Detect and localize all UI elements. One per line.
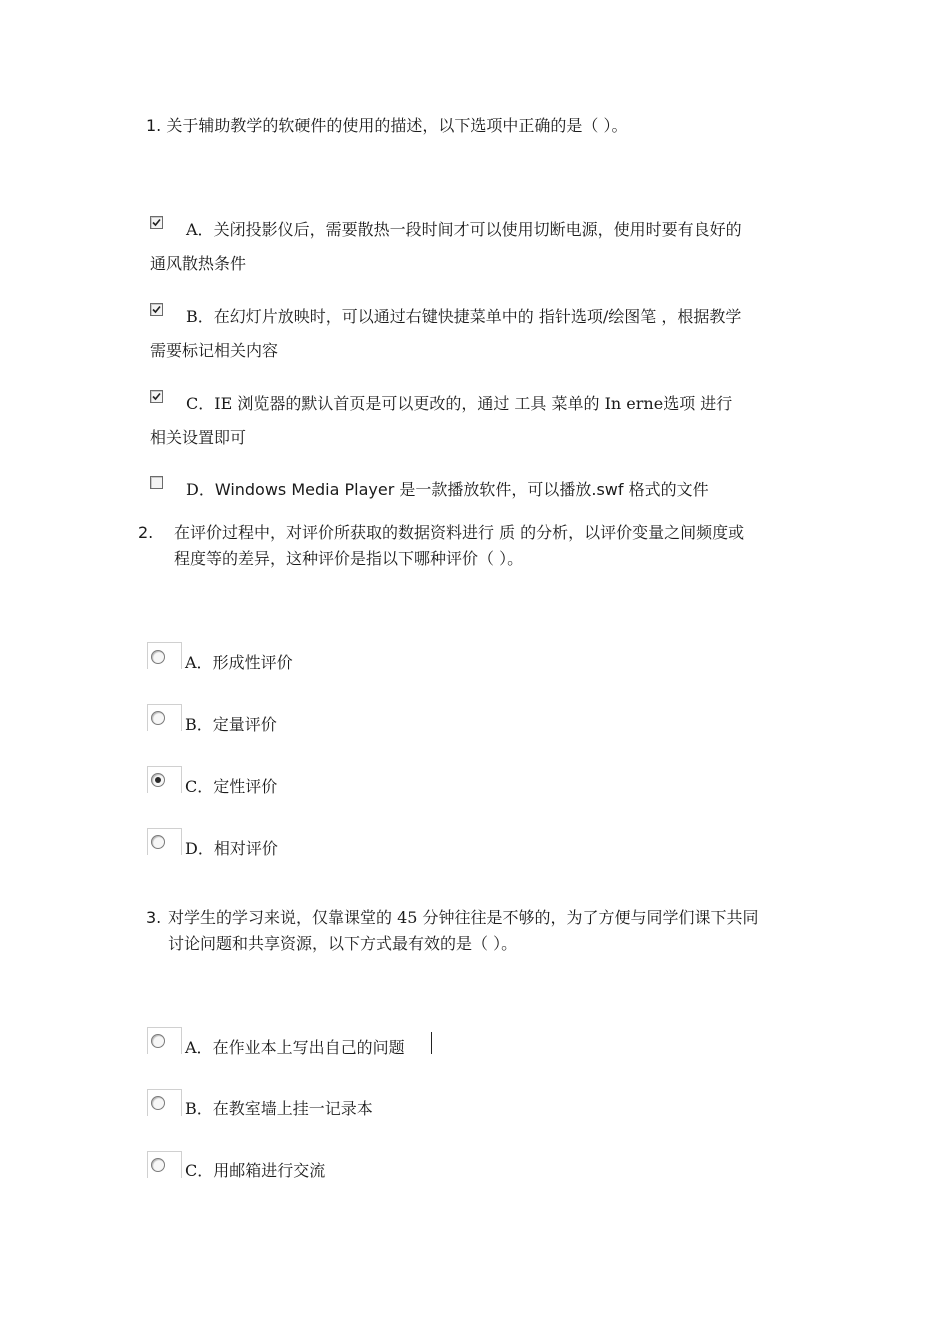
- q1-option-d-letter: D．: [186, 480, 215, 499]
- q2-option-c-text: 定性评价: [213, 777, 278, 796]
- q3-option-c[interactable]: [185, 1158, 325, 1184]
- q3-option-a-text: 在作业本上写出自己的问题: [212, 1038, 405, 1057]
- q3-option-a-letter: A．: [185, 1038, 213, 1057]
- text-cursor: [431, 1032, 432, 1054]
- q2-option-b-text: 定量评价: [212, 715, 277, 734]
- question-1-stem: [146, 113, 627, 139]
- q1-option-d[interactable]: [150, 477, 709, 503]
- q3-option-a-radio[interactable]: [151, 1034, 165, 1048]
- q2-option-b-letter: B．: [185, 715, 213, 734]
- q3-option-c-text: 用邮箱进行交流: [213, 1161, 326, 1180]
- q2-option-c-letter: C．: [185, 777, 214, 796]
- q3-option-c-radio[interactable]: [151, 1158, 165, 1172]
- question-1-number: 1.: [146, 116, 162, 135]
- q1-option-a[interactable]: [150, 217, 742, 277]
- q3-option-c-letter: C．: [185, 1161, 214, 1180]
- q1-option-b-line-2: 需要标记相关内容: [150, 341, 279, 360]
- q1-option-c[interactable]: [150, 391, 732, 451]
- q3-option-b[interactable]: [185, 1096, 373, 1122]
- q2-option-c-radio[interactable]: [151, 773, 165, 787]
- q1-option-d-line-1: Windows Media Player 是一款播放软件，可以播放.swf 格式的文件: [214, 480, 709, 499]
- q2-option-d-radio[interactable]: [151, 835, 165, 849]
- q2-option-a-letter: A．: [185, 653, 213, 672]
- radio-selected-dot-icon: [155, 777, 161, 783]
- q3-option-b-letter: B．: [185, 1099, 213, 1118]
- q2-option-a[interactable]: [185, 650, 293, 676]
- q1-option-c-line-1: IE 浏览器的默认首页是可以更改的，通过 工具 菜单的 In erne选项 进行: [214, 394, 733, 413]
- q1-option-b[interactable]: [150, 304, 741, 364]
- q1-option-b-letter: B．: [186, 307, 214, 326]
- question-2-text-line-2: 程度等的差异，这种评价是指以下哪种评价（ ）。: [174, 549, 524, 568]
- q2-option-d-letter: D．: [185, 839, 214, 858]
- q1-option-a-line-2: 通风散热条件: [150, 254, 247, 273]
- q2-option-c[interactable]: [185, 774, 277, 800]
- question-2-stem: [138, 520, 744, 572]
- question-3-number: 3.: [146, 908, 162, 927]
- q1-option-a-letter: A．: [186, 220, 214, 239]
- question-3-text-line-2: 讨论问题和共享资源，以下方式最有效的是（ ）。: [168, 934, 518, 953]
- q1-option-c-letter: C．: [186, 394, 215, 413]
- question-3-stem: [146, 905, 759, 957]
- q1-option-a-line-1: 关闭投影仪后，需要散热一段时间才可以使用切断电源，使用时要有良好的: [213, 220, 742, 239]
- question-1-text: 关于辅助教学的软硬件的使用的描述，以下选项中正确的是（ ）。: [166, 116, 628, 135]
- q3-option-a[interactable]: [185, 1035, 405, 1061]
- q2-option-d-text: 相对评价: [213, 839, 278, 858]
- q2-option-a-text: 形成性评价: [212, 653, 293, 672]
- q2-option-d[interactable]: [185, 836, 278, 862]
- question-3-text-line-1: 对学生的学习来说，仅靠课堂的 45 分钟往往是不够的，为了方便与同学们课下共同: [168, 908, 759, 927]
- q1-option-c-line-2: 相关设置即可: [150, 428, 247, 447]
- q3-option-b-text: 在教室墙上挂一记录本: [212, 1099, 373, 1118]
- question-2-text-line-1: 在评价过程中，对评价所获取的数据资料进行 质 的分析，以评价变量之间频度或: [174, 523, 745, 542]
- q1-option-b-line-1: 在幻灯片放映时，可以通过右键快捷菜单中的 指针选项/绘图笔 ，根据教学: [213, 307, 742, 326]
- q2-option-b-radio[interactable]: [151, 711, 165, 725]
- q2-option-b[interactable]: [185, 712, 277, 738]
- q3-option-b-radio[interactable]: [151, 1096, 165, 1110]
- q2-option-a-radio[interactable]: [151, 650, 165, 664]
- question-2-number: 2.: [138, 523, 154, 542]
